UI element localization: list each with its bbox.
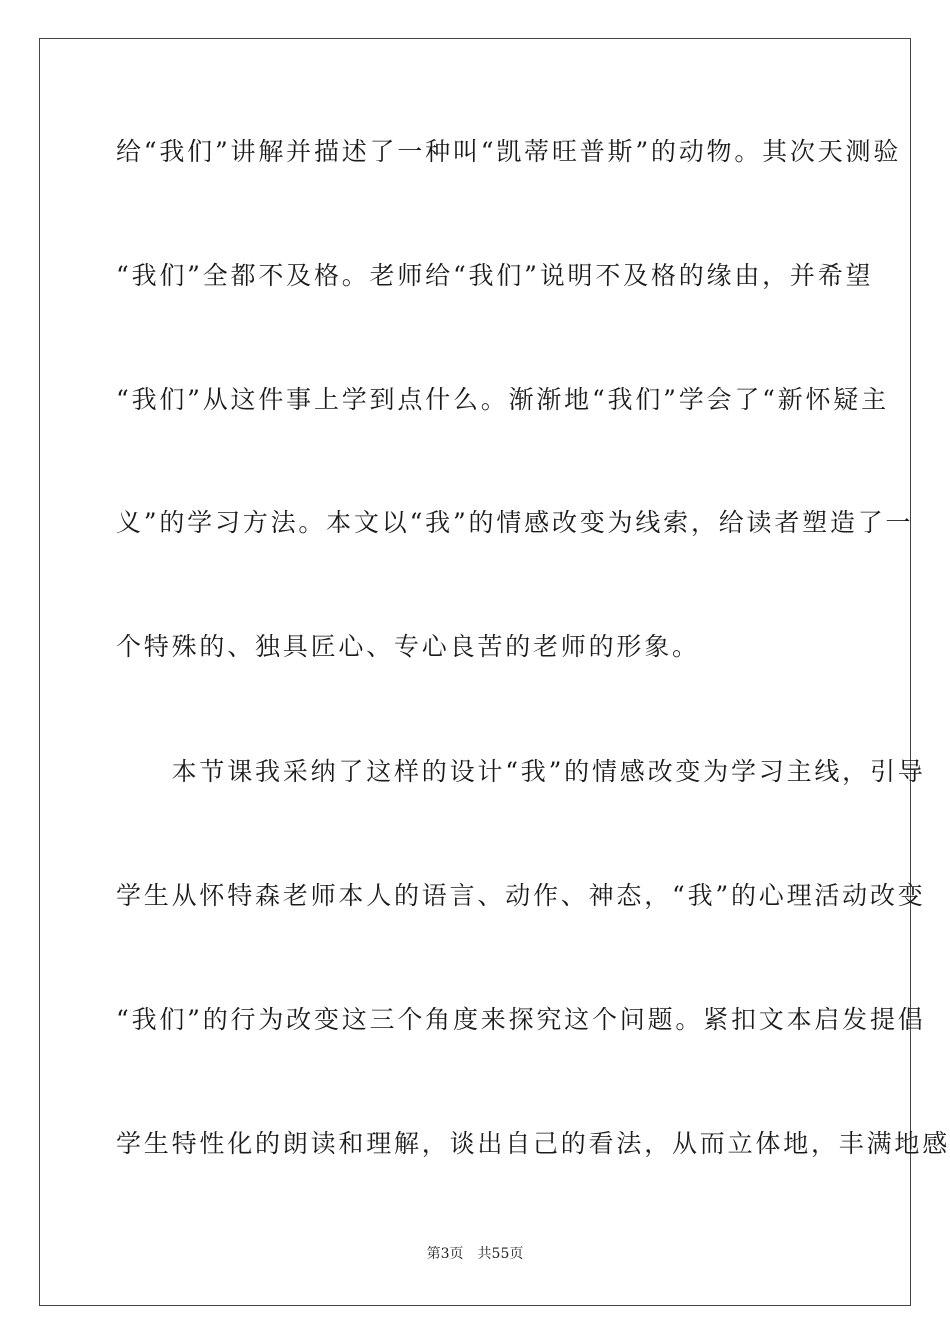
- paragraph-line: “我们”全都不及格。老师给“我们”说明不及格的缘由，并希望: [116, 261, 874, 290]
- paragraph-line: 本节课我采纳了这样的设计“我”的情感改变为学习主线，引导: [116, 757, 926, 786]
- paragraph-line: 个特殊的、独具匠心、专心良苦的老师的形象。: [116, 632, 700, 661]
- page-border: [39, 38, 950, 1306]
- page-footer: [0, 1245, 950, 1263]
- page-number: 第3页: [426, 1246, 464, 1262]
- paragraph-line: 学生特性化的朗读和理解，谈出自己的看法，从而立体地，丰满地感: [116, 1129, 950, 1158]
- paragraph-line: “我们”的行为改变这三个角度来探究这个问题。紧扣文本启发提倡: [116, 1005, 926, 1034]
- paragraph-line: 学生从怀特森老师本人的语言、动作、神态，“我”的心理活动改变: [116, 881, 926, 910]
- page-total: 共55页: [477, 1246, 524, 1262]
- paragraph-line: “我们”从这件事上学到点什么。渐渐地“我们”学会了“新怀疑主: [116, 385, 889, 414]
- paragraph-line: 义”的学习方法。本文以“我”的情感改变为线索，给读者塑造了一: [116, 508, 914, 537]
- paragraph-line: 给“我们”讲解并描述了一种叫“凯蒂旺普斯”的动物。其次天测验: [116, 137, 902, 166]
